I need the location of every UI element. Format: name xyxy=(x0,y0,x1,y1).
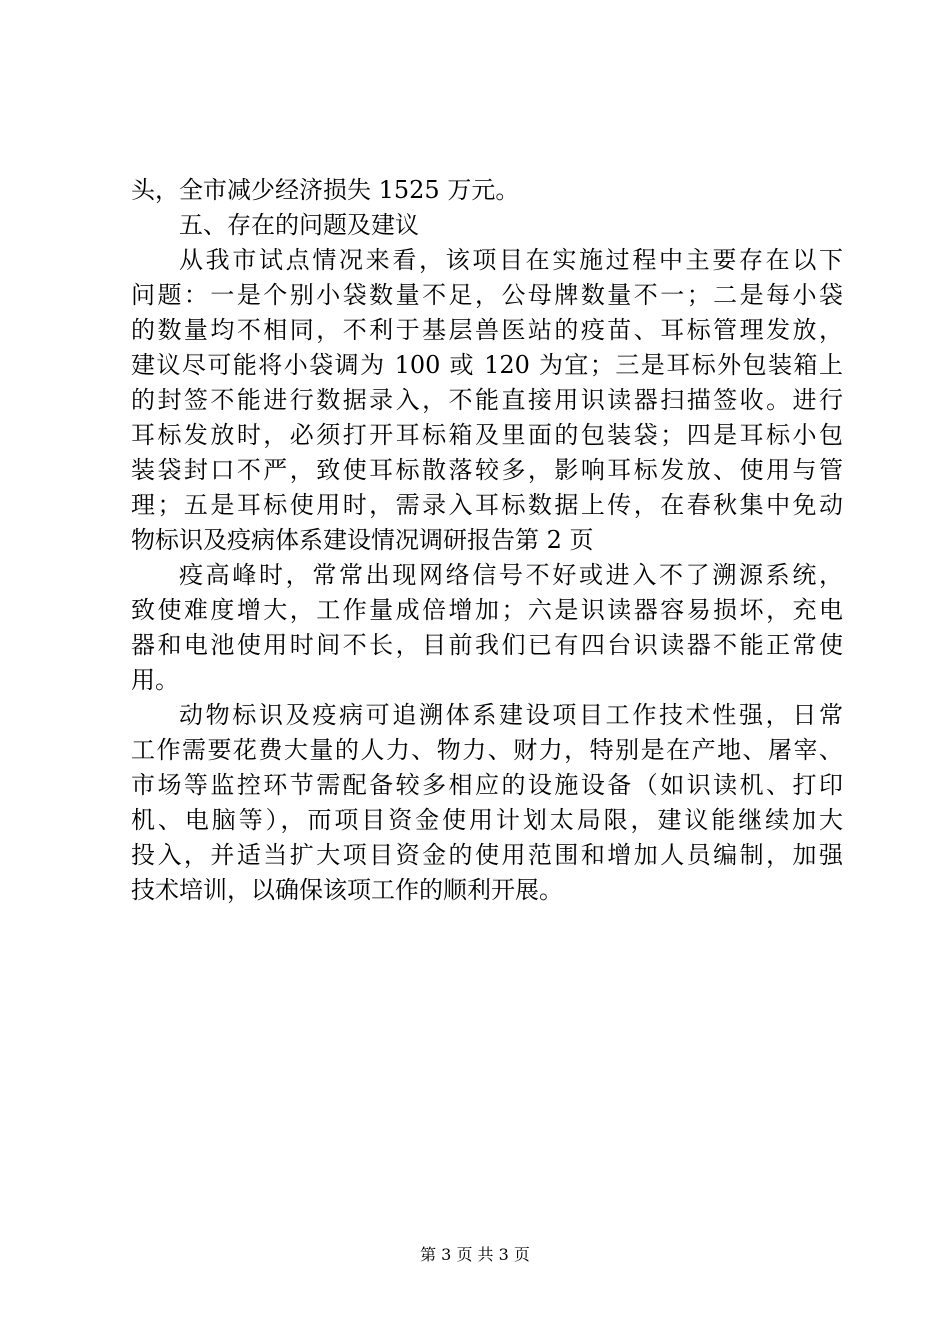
text-line: 动物标识及疫病可追溯体系建设项目工作技术性强，日常 xyxy=(179,701,843,729)
text-line: 市场等监控环节需配备较多相应的设施设备（如识读机、打印 xyxy=(131,771,843,799)
text-line: 理；五是耳标使用时，需录入耳标数据上传，在春秋集中免动 xyxy=(131,491,843,519)
text-line: 用。 xyxy=(131,666,179,694)
text-line: 耳标发放时，必须打开耳标箱及里面的包装袋；四是耳标小包 xyxy=(131,421,843,449)
text-line: 技术培训，以确保该项工作的顺利开展。 xyxy=(131,876,563,904)
text-line: 投入，并适当扩大项目资金的使用范围和增加人员编制，加强 xyxy=(131,841,843,869)
text-line: 五、存在的问题及建议 xyxy=(179,211,419,239)
text-line: 从我市试点情况来看，该项目在实施过程中主要存在以下 xyxy=(179,246,843,274)
text-line: 问题：一是个别小袋数量不足，公母牌数量不一；二是每小袋 xyxy=(131,281,843,309)
text-line: 器和电池使用时间不长，目前我们已有四台识读器不能正常使 xyxy=(131,631,843,659)
text-line: 装袋封口不严，致使耳标散落较多，影响耳标发放、使用与管 xyxy=(131,456,843,484)
text-line: 工作需要花费大量的人力、物力、财力，特别是在产地、屠宰、 xyxy=(131,736,843,764)
text-line: 机、电脑等），而项目资金使用计划太局限，建议能继续加大 xyxy=(131,806,843,834)
document-body xyxy=(131,173,843,908)
text-line: 物标识及疫病体系建设情况调研报告第 2 页 xyxy=(131,526,594,554)
text-line: 的封签不能进行数据录入，不能直接用识读器扫描签收。进行 xyxy=(131,386,843,414)
text-line: 致使难度增大，工作量成倍增加；六是识读器容易损坏，充电 xyxy=(131,596,843,624)
page-footer: 第 3 页 共 3 页 xyxy=(420,1245,530,1264)
text-line: 建议尽可能将小袋调为 100 或 120 为宜；三是耳标外包装箱上 xyxy=(131,351,843,379)
text-line: 的数量均不相同，不利于基层兽医站的疫苗、耳标管理发放， xyxy=(131,316,843,344)
text-line: 头，全市减少经济损失 1525 万元。 xyxy=(131,176,520,204)
text-line: 疫高峰时，常常出现网络信号不好或进入不了溯源系统， xyxy=(179,561,843,589)
